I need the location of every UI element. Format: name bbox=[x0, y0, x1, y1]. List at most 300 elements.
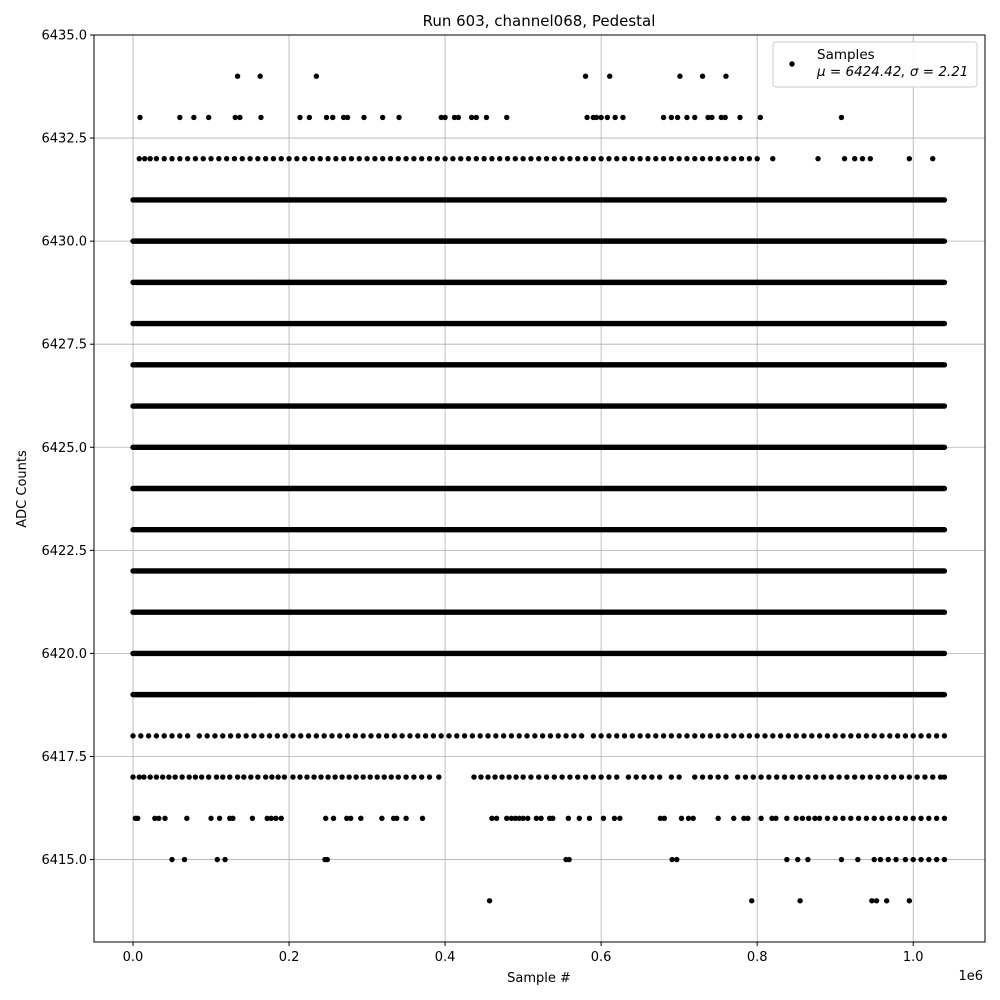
scatter-point bbox=[154, 733, 159, 738]
scatter-point bbox=[942, 733, 947, 738]
scatter-point bbox=[723, 156, 728, 161]
scatter-point bbox=[762, 733, 767, 738]
scatter-point bbox=[130, 733, 135, 738]
scatter-point bbox=[236, 733, 241, 738]
scatter-point bbox=[357, 156, 362, 161]
scatter-point bbox=[692, 156, 697, 161]
scatter-point bbox=[583, 774, 588, 779]
scatter-point bbox=[879, 733, 884, 738]
scatter-point bbox=[227, 774, 232, 779]
scatter-point bbox=[294, 156, 299, 161]
scatter-point bbox=[674, 857, 679, 862]
scatter-point bbox=[598, 156, 603, 161]
scatter-point bbox=[832, 733, 837, 738]
scatter-point bbox=[852, 774, 857, 779]
scatter-point bbox=[484, 115, 489, 120]
scatter-point bbox=[505, 156, 510, 161]
scatter-point bbox=[786, 733, 791, 738]
scatter-point bbox=[676, 733, 681, 738]
scatter-point bbox=[899, 774, 904, 779]
scatter-point bbox=[911, 857, 916, 862]
scatter-point bbox=[212, 733, 217, 738]
scatter-point bbox=[836, 774, 841, 779]
scatter-point bbox=[612, 816, 617, 821]
scatter-point bbox=[130, 774, 135, 779]
scatter-point bbox=[907, 898, 912, 903]
scatter-point bbox=[875, 774, 880, 779]
scatter-point bbox=[669, 156, 674, 161]
scatter-point bbox=[856, 733, 861, 738]
scatter-point bbox=[669, 857, 674, 862]
x-tick-label: 1.0 bbox=[902, 950, 924, 965]
scatter-point bbox=[282, 774, 287, 779]
scatter-point bbox=[739, 156, 744, 161]
scatter-point bbox=[840, 733, 845, 738]
scatter-point bbox=[509, 733, 514, 738]
scatter-point bbox=[534, 816, 539, 821]
scatter-point bbox=[844, 774, 849, 779]
scatter-point bbox=[520, 156, 525, 161]
scatter-point bbox=[438, 733, 443, 738]
scatter-point bbox=[263, 156, 268, 161]
scatter-point bbox=[407, 733, 412, 738]
scatter-point bbox=[306, 733, 311, 738]
scatter-point bbox=[567, 774, 572, 779]
scatter-point bbox=[431, 733, 436, 738]
scatter-point bbox=[141, 774, 146, 779]
scatter-point bbox=[708, 156, 713, 161]
scatter-point bbox=[331, 816, 336, 821]
scatter-point bbox=[700, 774, 705, 779]
scatter-point bbox=[731, 156, 736, 161]
scatter-point bbox=[297, 774, 302, 779]
scatter-point bbox=[436, 774, 441, 779]
scatter-point bbox=[887, 816, 892, 821]
scatter-point bbox=[637, 733, 642, 738]
scatter-point bbox=[617, 816, 622, 821]
scatter-point bbox=[778, 733, 783, 738]
scatter-point bbox=[817, 816, 822, 821]
scatter-point bbox=[286, 156, 291, 161]
scatter-point bbox=[884, 898, 889, 903]
scatter-point bbox=[411, 774, 416, 779]
scatter-point bbox=[566, 816, 571, 821]
scatter-point bbox=[856, 816, 861, 821]
scatter-point bbox=[591, 774, 596, 779]
scatter-point bbox=[536, 156, 541, 161]
x-axis bbox=[123, 942, 924, 965]
scatter-point bbox=[903, 857, 908, 862]
scatter-point bbox=[489, 156, 494, 161]
scatter-point bbox=[172, 774, 177, 779]
scatter-point bbox=[156, 816, 161, 821]
scatter-point bbox=[661, 733, 666, 738]
scatter-point bbox=[474, 156, 479, 161]
scatter-point bbox=[583, 156, 588, 161]
scatter-point bbox=[754, 733, 759, 738]
scatter-point bbox=[222, 857, 227, 862]
scatter-point bbox=[208, 156, 213, 161]
scatter-point bbox=[399, 733, 404, 738]
y-tick-label: 6427.5 bbox=[41, 337, 87, 353]
scatter-point bbox=[567, 156, 572, 161]
x-tick-label: 0.8 bbox=[746, 950, 768, 965]
scatter-point bbox=[559, 156, 564, 161]
scatter-point bbox=[137, 115, 142, 120]
scatter-point bbox=[427, 774, 432, 779]
scatter-point bbox=[606, 156, 611, 161]
scatter-point bbox=[907, 774, 912, 779]
scatter-point bbox=[513, 774, 518, 779]
scatter-point bbox=[653, 733, 658, 738]
scatter-point bbox=[481, 156, 486, 161]
scatter-point bbox=[279, 816, 284, 821]
scatter-point bbox=[575, 156, 580, 161]
y-tick-label: 6430.0 bbox=[41, 234, 87, 250]
scatter-point bbox=[577, 816, 582, 821]
scatter-point bbox=[388, 156, 393, 161]
scatter-point bbox=[446, 733, 451, 738]
scatter-point bbox=[353, 733, 358, 738]
scatter-point bbox=[661, 115, 666, 120]
scatter-point bbox=[321, 733, 326, 738]
scatter-point bbox=[329, 733, 334, 738]
scatter-point bbox=[341, 156, 346, 161]
scatter-point bbox=[692, 115, 697, 120]
scatter-point bbox=[575, 774, 580, 779]
scatter-point bbox=[346, 774, 351, 779]
scatter-point bbox=[330, 115, 335, 120]
scatter-point bbox=[184, 816, 189, 821]
scatter-point bbox=[224, 156, 229, 161]
scatter-point bbox=[154, 156, 159, 161]
scatter-point bbox=[345, 733, 350, 738]
scatter-point bbox=[614, 733, 619, 738]
scatter-point bbox=[684, 115, 689, 120]
scatter-point bbox=[591, 733, 596, 738]
scatter-point bbox=[583, 74, 588, 79]
scatter-point bbox=[528, 156, 533, 161]
scatter-point bbox=[517, 733, 522, 738]
scatter-point bbox=[715, 156, 720, 161]
scatter-point bbox=[661, 156, 666, 161]
scatter-point bbox=[216, 156, 221, 161]
legend bbox=[773, 42, 977, 87]
scatter-point bbox=[903, 733, 908, 738]
scatter-point bbox=[797, 898, 802, 903]
scatter-point bbox=[474, 115, 479, 120]
scatter-point bbox=[903, 816, 908, 821]
scatter-point bbox=[258, 115, 263, 120]
scatter-point bbox=[177, 115, 182, 120]
scatter-point bbox=[622, 733, 627, 738]
scatter-point bbox=[708, 774, 713, 779]
scatter-point bbox=[797, 774, 802, 779]
chart-title: Run 603, channel068, Pedestal bbox=[422, 12, 656, 30]
scatter-point bbox=[324, 115, 329, 120]
scatter-point bbox=[361, 115, 366, 120]
scatter-point bbox=[735, 774, 740, 779]
scatter-point bbox=[942, 857, 947, 862]
scatter-point bbox=[886, 857, 891, 862]
scatter-point bbox=[146, 733, 151, 738]
scatter-point bbox=[304, 774, 309, 779]
scatter-point bbox=[739, 733, 744, 738]
scatter-point bbox=[556, 733, 561, 738]
scatter-point bbox=[842, 156, 847, 161]
scatter-point bbox=[649, 774, 654, 779]
x-axis-label: Sample # bbox=[507, 971, 571, 986]
scatter-point bbox=[868, 156, 873, 161]
y-tick-label: 6425.0 bbox=[41, 440, 87, 456]
scatter-point bbox=[469, 115, 474, 120]
scatter-point bbox=[247, 156, 252, 161]
scatter-point bbox=[868, 774, 873, 779]
scatter-point bbox=[563, 733, 568, 738]
scatter-point bbox=[435, 156, 440, 161]
scatter-point bbox=[692, 733, 697, 738]
scatter-point bbox=[930, 774, 935, 779]
scatter-point bbox=[241, 774, 246, 779]
scatter-point bbox=[275, 733, 280, 738]
scatter-point bbox=[450, 156, 455, 161]
scatter-point bbox=[147, 774, 152, 779]
scatter-point bbox=[232, 156, 237, 161]
scatter-point bbox=[637, 156, 642, 161]
scatter-point bbox=[478, 733, 483, 738]
scatter-point bbox=[766, 774, 771, 779]
scatter-point bbox=[934, 816, 939, 821]
scatter-point bbox=[364, 156, 369, 161]
scatter-point bbox=[879, 816, 884, 821]
scatter-point bbox=[353, 774, 358, 779]
scatter-point bbox=[204, 733, 209, 738]
scatter-point bbox=[852, 156, 857, 161]
scatter-point bbox=[774, 774, 779, 779]
scatter-point bbox=[784, 857, 789, 862]
scatter-point bbox=[723, 733, 728, 738]
scatter-point bbox=[601, 816, 606, 821]
scatter-point bbox=[832, 816, 837, 821]
scatter-point bbox=[138, 733, 143, 738]
scatter-point bbox=[839, 857, 844, 862]
scatter-point bbox=[709, 115, 714, 120]
scatter-point bbox=[805, 774, 810, 779]
scatter-point bbox=[864, 733, 869, 738]
scatter-point bbox=[622, 156, 627, 161]
scatter-point bbox=[887, 733, 892, 738]
scatter-point bbox=[612, 115, 617, 120]
scatter-point bbox=[911, 816, 916, 821]
scatter-point bbox=[782, 774, 787, 779]
scatter-point bbox=[220, 774, 225, 779]
scatter-point bbox=[825, 733, 830, 738]
scatter-point bbox=[318, 774, 323, 779]
scatter-point bbox=[230, 816, 235, 821]
scatter-point bbox=[872, 816, 877, 821]
scatter-point bbox=[142, 156, 147, 161]
y-tick-label: 6432.5 bbox=[41, 131, 87, 147]
scatter-point bbox=[297, 115, 302, 120]
scatter-point bbox=[396, 774, 401, 779]
legend-marker bbox=[789, 61, 794, 66]
scatter-point bbox=[751, 774, 756, 779]
scatter-point bbox=[394, 816, 399, 821]
scatter-point bbox=[243, 733, 248, 738]
scatter-point bbox=[864, 816, 869, 821]
scatter-point bbox=[800, 816, 805, 821]
scatter-point bbox=[645, 733, 650, 738]
scatter-point bbox=[382, 774, 387, 779]
scatter-point bbox=[626, 774, 631, 779]
scatter-point bbox=[314, 733, 319, 738]
scatter-point bbox=[489, 816, 494, 821]
scatter-point bbox=[676, 774, 681, 779]
scatter-point bbox=[419, 774, 424, 779]
scatter-point bbox=[675, 115, 680, 120]
scatter-point bbox=[228, 733, 233, 738]
scatter-point bbox=[926, 733, 931, 738]
scatter-point bbox=[893, 857, 898, 862]
scatter-point bbox=[485, 733, 490, 738]
scatter-point bbox=[307, 115, 312, 120]
scatter-point bbox=[784, 816, 789, 821]
scatter-point bbox=[255, 156, 260, 161]
scatter-point bbox=[926, 857, 931, 862]
scatter-point bbox=[747, 156, 752, 161]
scatter-point bbox=[240, 156, 245, 161]
scatter-point bbox=[420, 816, 425, 821]
scatter-point bbox=[182, 857, 187, 862]
scatter-point bbox=[606, 774, 611, 779]
scatter-point bbox=[520, 816, 525, 821]
scatter-point bbox=[812, 816, 817, 821]
scatter-point bbox=[821, 774, 826, 779]
scatter-point bbox=[922, 774, 927, 779]
scatter-point bbox=[235, 774, 240, 779]
scatter-point bbox=[325, 857, 330, 862]
scatter-point bbox=[676, 156, 681, 161]
x-tick-label: 0.2 bbox=[278, 950, 300, 965]
scatter-point bbox=[715, 733, 720, 738]
scatter-point bbox=[494, 816, 499, 821]
scatter-point bbox=[290, 733, 295, 738]
scatter-point bbox=[137, 774, 142, 779]
scatter-point bbox=[169, 733, 174, 738]
scatter-point bbox=[930, 156, 935, 161]
scatter-point bbox=[934, 733, 939, 738]
scatter-point bbox=[193, 774, 198, 779]
x-tick-label: 0.4 bbox=[434, 950, 456, 965]
scatter-point bbox=[169, 857, 174, 862]
scatter-point bbox=[290, 774, 295, 779]
scatter-point bbox=[806, 816, 811, 821]
scatter-point bbox=[323, 816, 328, 821]
scatter-point bbox=[552, 774, 557, 779]
scatter-point bbox=[248, 774, 253, 779]
y-axis bbox=[42, 29, 95, 869]
scatter-point bbox=[403, 156, 408, 161]
scatter-point bbox=[275, 774, 280, 779]
scatter-point bbox=[339, 774, 344, 779]
scatter-point bbox=[855, 857, 860, 862]
scatter-point bbox=[318, 156, 323, 161]
scatter-point bbox=[911, 733, 916, 738]
scatter-point bbox=[269, 774, 274, 779]
scatter-point bbox=[492, 774, 497, 779]
scatter-point bbox=[895, 816, 900, 821]
scatter-point bbox=[199, 774, 204, 779]
scatter-point bbox=[874, 898, 879, 903]
scatter-point bbox=[314, 74, 319, 79]
scatter-point bbox=[895, 733, 900, 738]
scatter-point bbox=[918, 816, 923, 821]
scatter-point bbox=[427, 156, 432, 161]
scatter-point bbox=[442, 115, 447, 120]
scatter-point bbox=[411, 156, 416, 161]
scatter-point bbox=[793, 816, 798, 821]
scatter-point bbox=[914, 774, 919, 779]
scatter-point bbox=[206, 774, 211, 779]
scatter-point bbox=[552, 156, 557, 161]
scatter-point bbox=[520, 774, 525, 779]
scatter-point bbox=[801, 733, 806, 738]
scatter-point bbox=[571, 733, 576, 738]
scatter-point bbox=[282, 733, 287, 738]
scatter-point bbox=[817, 733, 822, 738]
scatter-point bbox=[389, 774, 394, 779]
scatter-point bbox=[454, 733, 459, 738]
scatter-point bbox=[934, 857, 939, 862]
scatter-point bbox=[166, 774, 171, 779]
scatter-point bbox=[160, 774, 165, 779]
scatter-point bbox=[415, 733, 420, 738]
scatter-point bbox=[653, 156, 658, 161]
scatter-point bbox=[348, 816, 353, 821]
scatter-point bbox=[872, 857, 877, 862]
scatter-point bbox=[250, 816, 255, 821]
scatter-point bbox=[840, 816, 845, 821]
scatter-point bbox=[504, 115, 509, 120]
scatter-point bbox=[591, 156, 596, 161]
scatter-point bbox=[700, 74, 705, 79]
scatter-point bbox=[478, 774, 483, 779]
scatter-point bbox=[333, 156, 338, 161]
scatter-point bbox=[360, 774, 365, 779]
scatter-point bbox=[375, 774, 380, 779]
y-tick-label: 6435.0 bbox=[41, 28, 87, 44]
y-tick-label: 6415.0 bbox=[41, 853, 87, 869]
scatter-point bbox=[594, 115, 599, 120]
scatter-point bbox=[403, 816, 408, 821]
scatter-point bbox=[566, 857, 571, 862]
scatter-point bbox=[598, 774, 603, 779]
scatter-point bbox=[177, 733, 182, 738]
scatter-point bbox=[891, 774, 896, 779]
scatter-point bbox=[154, 774, 159, 779]
scatter-point bbox=[458, 156, 463, 161]
scatter-point bbox=[392, 733, 397, 738]
scatter-point bbox=[715, 816, 720, 821]
scatter-point bbox=[456, 115, 461, 120]
scatter-point bbox=[259, 733, 264, 738]
scatter-point bbox=[723, 74, 728, 79]
scatter-point bbox=[325, 774, 330, 779]
scatter-point bbox=[700, 156, 705, 161]
scatter-point bbox=[770, 733, 775, 738]
scatter-point bbox=[220, 733, 225, 738]
scatter-point bbox=[630, 733, 635, 738]
